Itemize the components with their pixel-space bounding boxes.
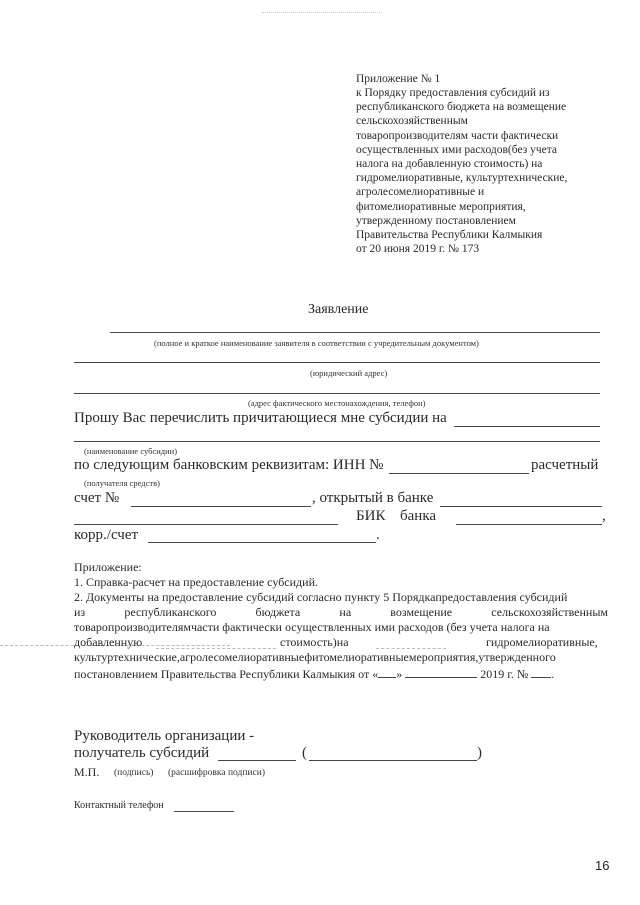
paren-open: ( (302, 745, 307, 761)
bank-name-field[interactable] (440, 506, 602, 507)
annex-line-3: республиканского бюджета на возмещение (356, 101, 567, 113)
signature-caption: (подпись) (114, 768, 154, 778)
attachments-heading: Приложение: (74, 560, 142, 574)
month-field[interactable] (405, 666, 477, 678)
quote-close: » (396, 667, 403, 681)
account-number-field[interactable] (131, 506, 311, 507)
attachment-item-2-line-6 (74, 666, 554, 682)
attachment-item-2-line-4a: добавленную (74, 635, 143, 649)
legal-address-caption: (юридический адрес) (310, 368, 388, 378)
decree-text: постановлением Правительства Республики Калмыкия от « (74, 667, 379, 681)
recipient-caption: (получателя средств) (84, 478, 160, 488)
head-of-organization-label: Руководитель организации - (74, 728, 255, 744)
seal-label: М.П. (74, 765, 100, 779)
subsidy-name-field[interactable] (74, 441, 600, 442)
signature-decode-field[interactable] (309, 760, 477, 761)
scan-artifact (262, 12, 382, 13)
word: сельскохозяйственным (491, 605, 608, 619)
contact-phone-label: Контактный телефон (74, 800, 164, 811)
annex-line-12: Правительства Республики Калмыкия (356, 229, 543, 241)
annex-line-2: к Порядку предоставления субсидий из (356, 87, 550, 99)
annex-line-4: сельскохозяйственным (356, 115, 468, 127)
contact-phone-field[interactable] (174, 811, 234, 812)
subsidy-name-caption: (наименование субсидии) (84, 446, 178, 456)
transfer-request-text: Прошу Вас перечислить причитающиеся мне субсидии на (74, 410, 447, 426)
paren-close: ) (477, 745, 482, 761)
annex-line-8: гидромелиоративные, культуртехнические, (356, 172, 568, 184)
bik-comma: , (602, 508, 606, 524)
word: из (74, 605, 86, 619)
decree-number-field[interactable] (531, 666, 551, 678)
attachment-item-2-line-1: 2. Документы на предоставление субсидий согласно пункту 5 Порядкапредоставления субсидий (74, 590, 568, 604)
word: республиканского (124, 605, 217, 619)
annex-line-5: товаропроизводителям части фактически (356, 130, 559, 142)
actual-address-caption: (адрес фактического местонахождения, телефон) (248, 398, 426, 408)
scan-artifact (376, 648, 446, 649)
attachment-item-2-line-3: товаропроизводителямчасти фактически осуществленных ими расходов (без учета налога на (74, 620, 550, 634)
bank-label: банка (400, 508, 437, 524)
attachment-item-2-line-4c: гидромелиоративные, (486, 635, 598, 649)
corr-account-field[interactable] (148, 542, 376, 543)
signature-field[interactable] (218, 760, 296, 761)
subsidy-target-field[interactable] (454, 426, 600, 427)
applicant-name-field[interactable] (110, 332, 600, 333)
bank-name-continued-field[interactable] (74, 524, 338, 525)
annex-line-10: фитомелиоративные мероприятия, (356, 201, 526, 213)
day-field[interactable] (378, 666, 396, 678)
annex-line-13: от 20 июня 2019 г. № 173 (356, 243, 480, 255)
annex-line-6: осуществленных ими расходов(без учета (356, 144, 558, 156)
word: на (339, 605, 352, 619)
current-account-label: расчетный (531, 457, 599, 473)
subsidy-recipient-label: получатель субсидий (74, 745, 210, 761)
opened-in-bank-label: , открытый в банке (312, 490, 434, 506)
attachment-item-2-line-4b: стоимость)на (280, 635, 349, 649)
corr-account-label: корр./счет (74, 527, 139, 543)
page-number: 16 (595, 858, 610, 873)
annex-line-7: налога на добавленную стоимость) на (356, 158, 543, 170)
inn-field[interactable] (389, 473, 529, 474)
attachment-item-2-line-5: культуртехнические,агролесомелиоративныефитомелиоративныемероприятия,утвержденного (74, 650, 556, 664)
legal-address-field[interactable] (74, 362, 600, 363)
annex-line-11: утвержденному постановлением (356, 215, 516, 227)
signature-decode-caption: (расшифровка подписи) (168, 768, 265, 778)
applicant-name-caption: (полное и краткое наименование заявителя в соответствии с учредительным документом) (154, 338, 479, 348)
page-title: Заявление (308, 302, 369, 317)
bank-details-text: по следующим банковским реквизитам: ИНН № (74, 457, 384, 473)
scan-artifact (156, 648, 276, 649)
word: возмещение (390, 605, 453, 619)
attachment-item-2-line-2 (74, 605, 608, 620)
year-text: 2019 г. № (480, 667, 529, 681)
bik-field[interactable] (456, 524, 602, 525)
attachment-item-1: 1. Справка-расчет на предоставление субсидий. (74, 575, 318, 589)
actual-address-field[interactable] (74, 393, 600, 394)
line-period: . (551, 667, 555, 681)
bik-label: БИК (356, 508, 386, 524)
annex-line-1: Приложение № 1 (356, 73, 441, 85)
annex-line-9: агролесомелиоративные и (356, 186, 485, 198)
corr-account-period: . (376, 527, 380, 543)
word: бюджета (255, 605, 301, 619)
account-label: счет № (74, 490, 120, 506)
